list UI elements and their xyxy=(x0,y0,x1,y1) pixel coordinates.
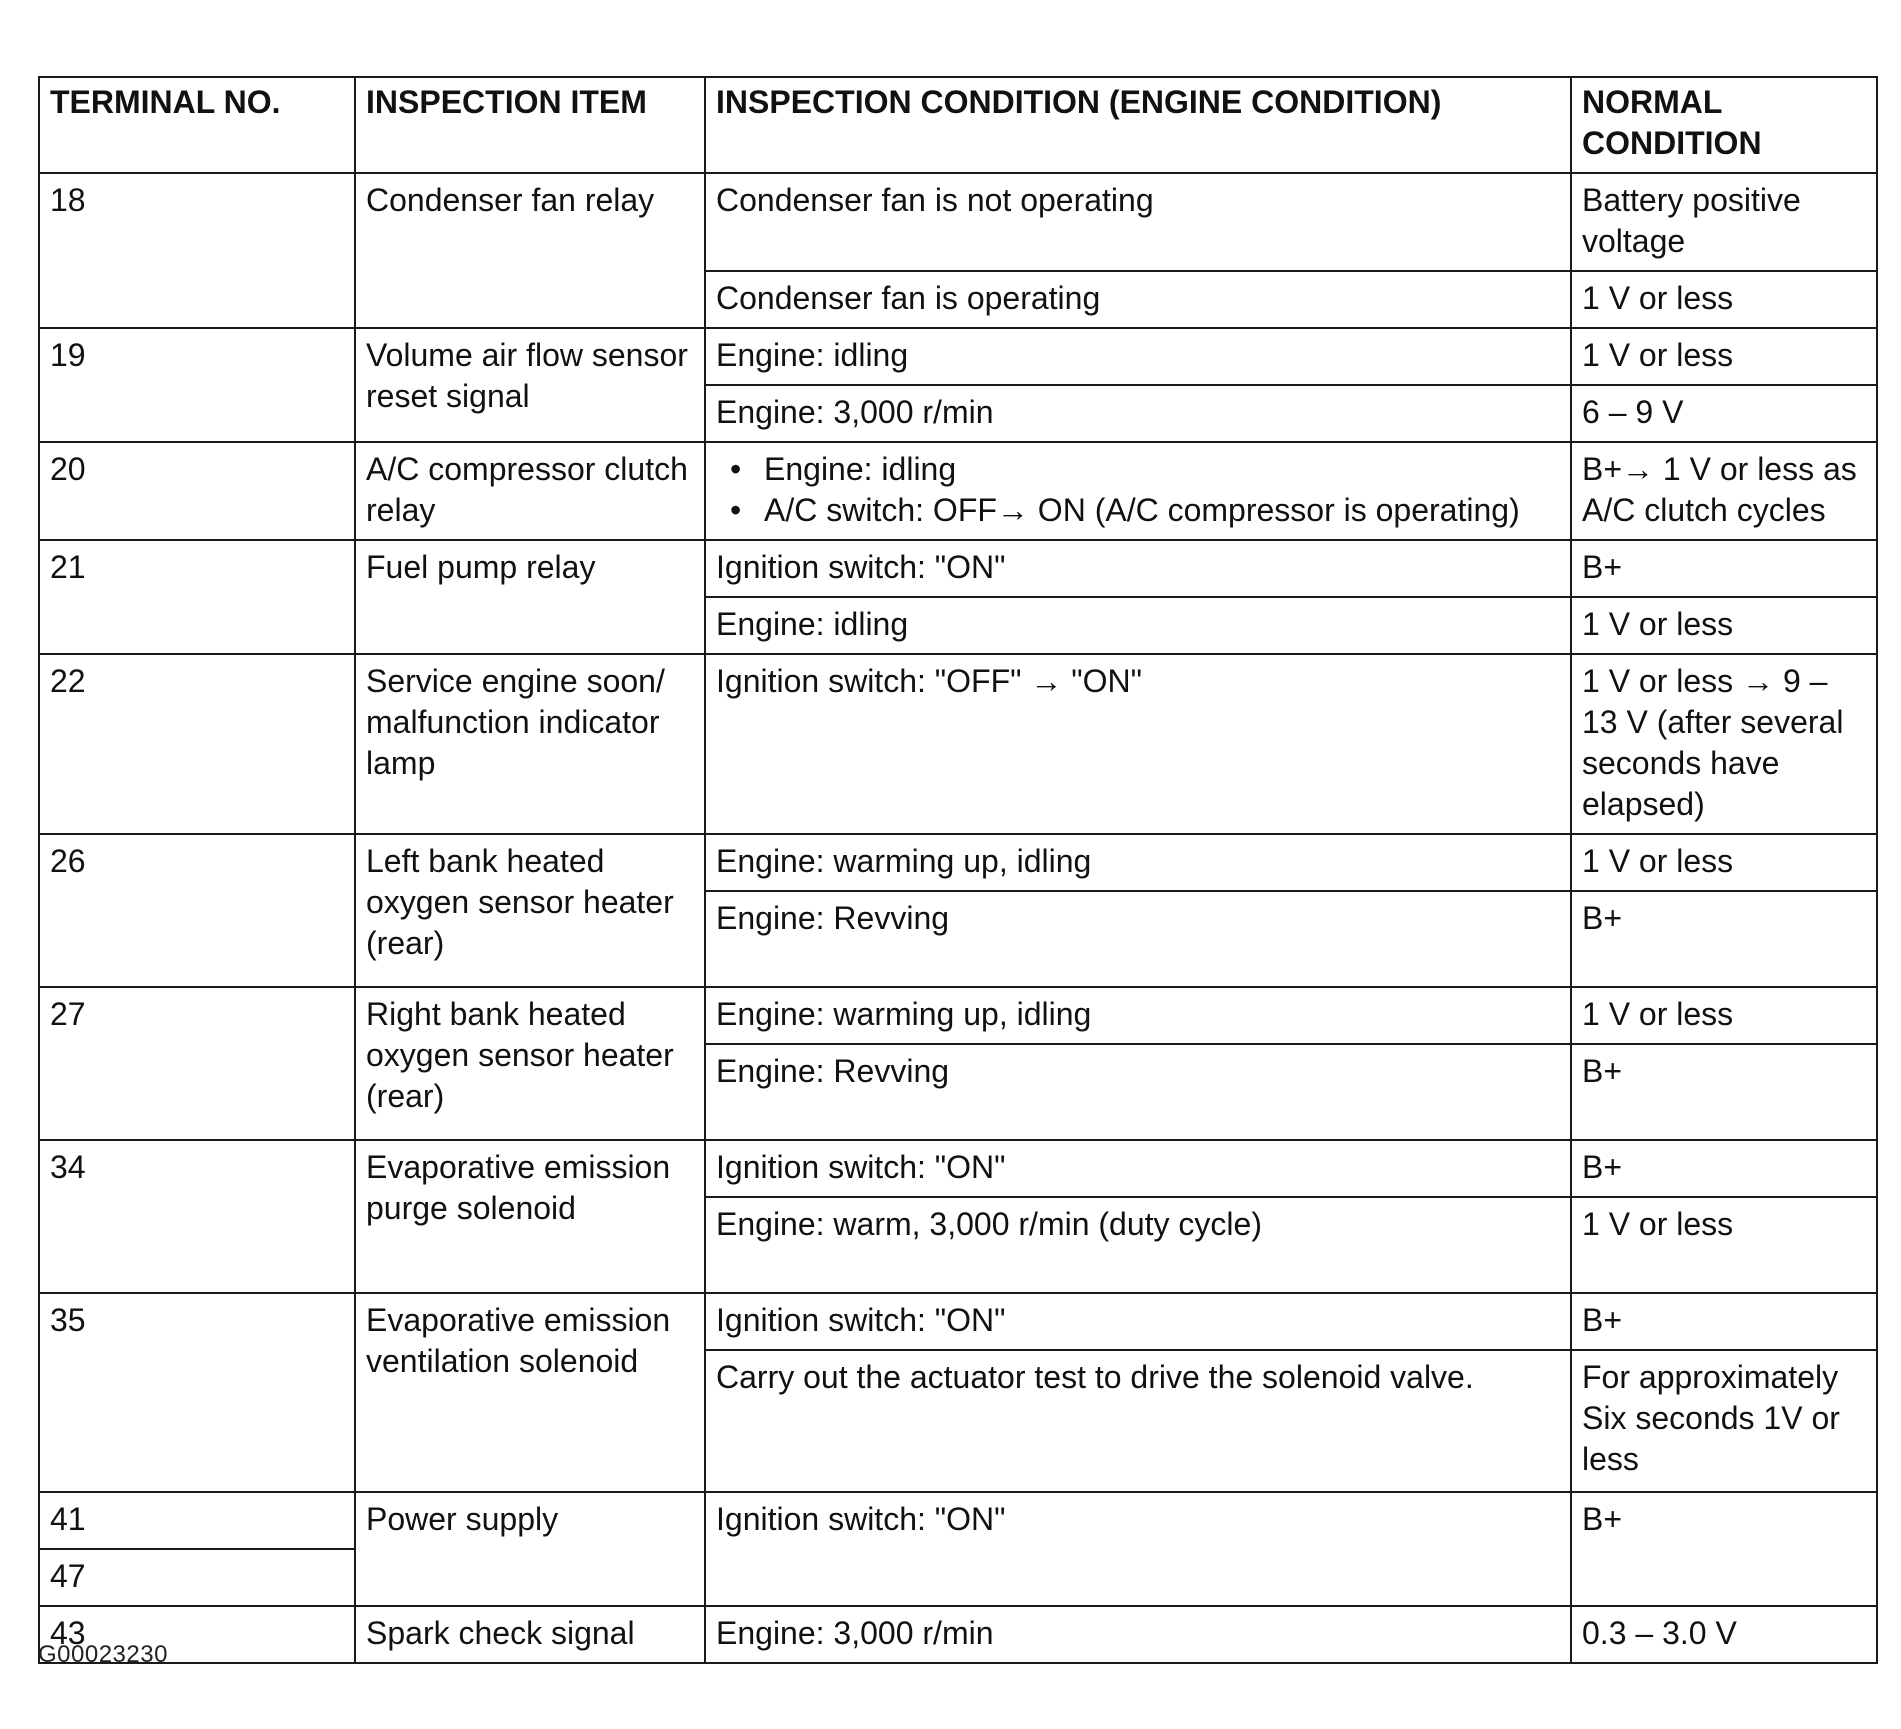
condition-bullet xyxy=(716,449,1560,490)
item-cell: Evaporative emission purge solenoid xyxy=(355,1140,705,1293)
normal-cell: B+ xyxy=(1571,540,1877,597)
condition-bullet-text: Engine: idling xyxy=(764,451,957,487)
normal-cell: For approximately Six seconds 1V or less xyxy=(1571,1350,1877,1492)
condition-cell: Engine: warming up, idling xyxy=(705,834,1571,891)
condition-cell: Engine: Revving xyxy=(705,1044,1571,1140)
terminal-cell: 20 xyxy=(39,442,355,540)
bullet-icon: • xyxy=(730,492,742,528)
terminal-cell: 47 xyxy=(39,1549,355,1606)
normal-cell: 1 V or less xyxy=(1571,328,1877,385)
condition-cell: Ignition switch: "ON" xyxy=(705,1492,1571,1606)
terminal-cell: 21 xyxy=(39,540,355,654)
bullet-icon: • xyxy=(730,451,742,487)
normal-cell: 1 V or less xyxy=(1571,834,1877,891)
header-inspection-item: INSPECTION ITEM xyxy=(355,77,705,173)
figure-id-label: G00023230 xyxy=(38,1641,168,1668)
terminal-cell: 22 xyxy=(39,654,355,834)
normal-cell: B+ xyxy=(1571,1293,1877,1350)
table-row xyxy=(39,442,1877,540)
table-row xyxy=(39,834,1877,891)
condition-cell: Ignition switch: "ON" xyxy=(705,1140,1571,1197)
item-cell: Fuel pump relay xyxy=(355,540,705,654)
item-cell: Left bank heated oxygen sensor heater (rear) xyxy=(355,834,705,987)
table-row xyxy=(39,987,1877,1044)
condition-cell: Condenser fan is not operating xyxy=(705,173,1571,271)
normal-cell: 1 V or less xyxy=(1571,987,1877,1044)
table-row xyxy=(39,1492,1877,1549)
item-cell: Condenser fan relay xyxy=(355,173,705,328)
item-cell: Spark check signal xyxy=(355,1606,705,1663)
terminal-cell: 43 xyxy=(39,1606,355,1663)
normal-cell: B+→ 1 V or less as A/C clutch cycles xyxy=(1571,442,1877,540)
condition-cell: Engine: Revving xyxy=(705,891,1571,987)
condition-cell: Engine: 3,000 r/min xyxy=(705,385,1571,442)
normal-cell: 1 V or less xyxy=(1571,271,1877,328)
header-normal-condition: NORMAL CONDITION xyxy=(1571,77,1877,173)
normal-cell: Battery positive voltage xyxy=(1571,173,1877,271)
condition-cell xyxy=(705,442,1571,540)
terminal-cell: 18 xyxy=(39,173,355,328)
table-row xyxy=(39,1606,1877,1663)
terminal-cell: 35 xyxy=(39,1293,355,1492)
table-row xyxy=(39,173,1877,271)
normal-cell: B+ xyxy=(1571,1492,1877,1606)
normal-cell: 1 V or less xyxy=(1571,1197,1877,1293)
condition-cell: Ignition switch: "ON" xyxy=(705,1293,1571,1350)
header-inspection-condition: INSPECTION CONDITION (ENGINE CONDITION) xyxy=(705,77,1571,173)
condition-cell: Engine: idling xyxy=(705,597,1571,654)
terminal-cell: 34 xyxy=(39,1140,355,1293)
normal-cell: B+ xyxy=(1571,1140,1877,1197)
terminal-cell: 26 xyxy=(39,834,355,987)
condition-cell: Carry out the actuator test to drive the solenoid valve. xyxy=(705,1350,1571,1492)
header-terminal-no: TERMINAL NO. xyxy=(39,77,355,173)
item-cell: Evaporative emission ventilation solenoid xyxy=(355,1293,705,1492)
condition-cell: Ignition switch: "OFF" → "ON" xyxy=(705,654,1571,834)
terminal-inspection-table xyxy=(38,76,1878,1664)
item-cell: Volume air flow sensor reset signal xyxy=(355,328,705,442)
normal-cell: 1 V or less xyxy=(1571,597,1877,654)
table-row xyxy=(39,328,1877,385)
item-cell: A/C compressor clutch relay xyxy=(355,442,705,540)
normal-cell: 1 V or less → 9 – 13 V (after several seconds have elapsed) xyxy=(1571,654,1877,834)
terminal-cell: 19 xyxy=(39,328,355,442)
condition-cell: Condenser fan is operating xyxy=(705,271,1571,328)
normal-cell: 6 – 9 V xyxy=(1571,385,1877,442)
table-row xyxy=(39,540,1877,597)
table-row xyxy=(39,654,1877,834)
condition-cell: Engine: idling xyxy=(705,328,1571,385)
terminal-cell: 41 xyxy=(39,1492,355,1549)
condition-bullet xyxy=(716,490,1560,531)
normal-cell: 0.3 – 3.0 V xyxy=(1571,1606,1877,1663)
condition-cell: Engine: warm, 3,000 r/min (duty cycle) xyxy=(705,1197,1571,1293)
normal-cell: B+ xyxy=(1571,891,1877,987)
normal-cell: B+ xyxy=(1571,1044,1877,1140)
inspection-table-container xyxy=(38,76,1876,1664)
terminal-cell: 27 xyxy=(39,987,355,1140)
condition-cell: Ignition switch: "ON" xyxy=(705,540,1571,597)
table-row xyxy=(39,1140,1877,1197)
item-cell: Power supply xyxy=(355,1492,705,1606)
table-header-row xyxy=(39,77,1877,173)
item-cell: Service engine soon/ malfunction indicator lamp xyxy=(355,654,705,834)
condition-cell: Engine: 3,000 r/min xyxy=(705,1606,1571,1663)
condition-bullet-text: A/C switch: OFF→ ON (A/C compressor is operating) xyxy=(764,492,1520,528)
item-cell: Right bank heated oxygen sensor heater (rear) xyxy=(355,987,705,1140)
condition-bullet-list xyxy=(716,449,1560,531)
condition-cell: Engine: warming up, idling xyxy=(705,987,1571,1044)
table-row xyxy=(39,1293,1877,1350)
